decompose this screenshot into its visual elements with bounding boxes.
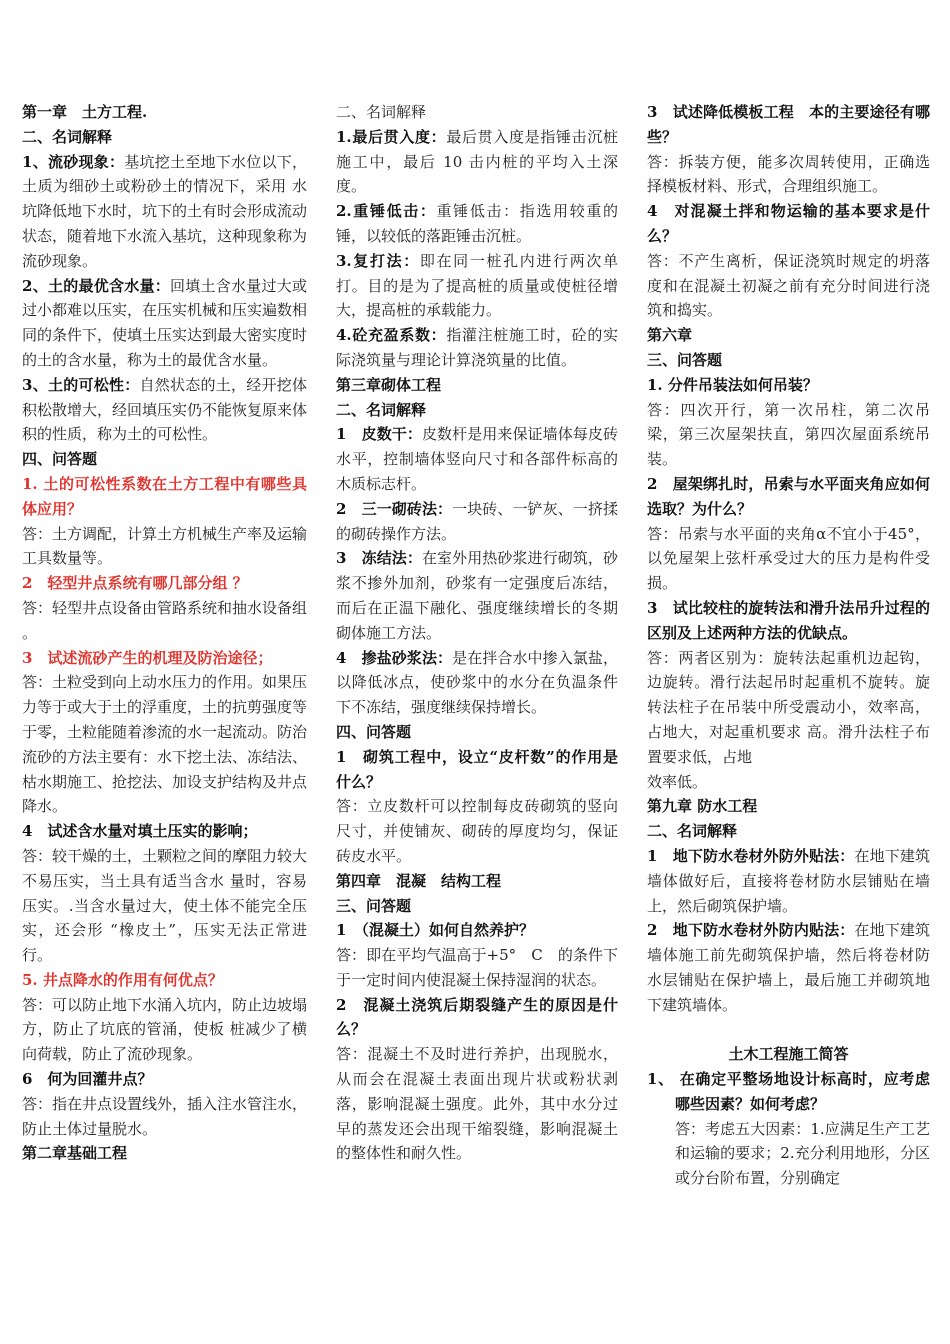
question-highlighted: 2 轻型井点系统有哪几部分组 ？ <box>22 574 248 593</box>
term-definition <box>647 918 930 1017</box>
section-heading: 四、问答题 <box>22 450 98 469</box>
column-left <box>22 100 307 1166</box>
term: 1 地下防水卷材外防外贴法： <box>647 846 855 865</box>
term-definition <box>22 150 307 274</box>
section-heading: 二、名词解释 <box>336 400 427 419</box>
question: 6 何为回灌井点？ <box>22 1070 153 1089</box>
term: 1、流砂现象： <box>22 152 125 171</box>
answer: 答：立皮数杆可以控制每皮砖砌筑的竖向尺寸，并使铺灰、砌砖的厚度均匀，保证砖皮水平。 <box>336 797 618 865</box>
term: 1 皮数干： <box>336 425 422 444</box>
question: 2 混凝土浇筑后期裂缝产生的原因是什么？ <box>336 995 618 1039</box>
answer: 答：考虑五大因素：1.应满足生产工艺和运输的要求；2.充分利用地形，分区或分台阶布置，分别确定 <box>675 1119 930 1188</box>
question-highlighted: 3 试述流砂产生的机理及防治途径； <box>22 648 273 667</box>
term: 3.复打法： <box>336 251 420 270</box>
term-definition <box>336 199 618 249</box>
section-heading: 二、名词解释 <box>336 103 427 121</box>
term-definition <box>336 497 618 547</box>
definition: 是在拌合水中掺入氯盐，以降低冰点，使砂浆中的水分在负温条件下不冻结，强度继续保持增长。 <box>336 648 618 717</box>
term: 2 地下防水卷材外防内贴法： <box>647 921 855 940</box>
answer: 答：轻型井点设备由管路系统和抽水设备组 。 <box>22 598 308 642</box>
section-heading: 第六章 <box>647 326 693 345</box>
answer: 答：即在平均气温高于+5° C 的条件下于一定时间内使混凝土保持湿润的状态。 <box>336 946 618 989</box>
term: 4.砼充盈系数： <box>336 326 447 345</box>
question: 2 屋架绑扎时，吊索与水平面夹角应如何选取？为什么？ <box>647 474 930 518</box>
question-highlighted: 1. 土的可松性系数在土方工程中有哪些具体应用？ <box>22 474 307 518</box>
definition: 自然状态的土，经开挖体积松散增大，经回填压实仍不能恢复原来体积的性质，称为土的可松性。 <box>22 375 308 444</box>
term-definition <box>336 546 618 645</box>
question: 3 试比较柱的旋转法和滑升法吊升过程的区别及上述两种方法的优缺点。 <box>647 598 930 642</box>
section-heading: 第九章 防水工程 <box>647 797 758 816</box>
term: 3 冻结法： <box>336 549 422 568</box>
term-definition <box>22 373 307 447</box>
term: 1.最后贯入度： <box>336 127 447 146</box>
term: 2 三一砌砖法： <box>336 499 453 518</box>
term-definition <box>336 249 618 323</box>
section-heading: 第四章 混凝 结构工程 <box>336 871 502 890</box>
definition: 重锤低击：指选用较重的锤，以较低的落距锤击沉桩。 <box>336 202 618 245</box>
section-heading: 三、问答题 <box>647 350 723 369</box>
definition: 即在同一桩孔内进行两次单打。目的是为了提高桩的质量或使桩径增大，提高桩的承载能力。 <box>336 251 618 320</box>
question: 4 对混凝土拌和物运输的基本要求是什么？ <box>647 202 930 245</box>
definition: 在地下建筑墙体做好后，直接将卷材防水层铺贴在墙上，然后砌筑保护墙。 <box>647 846 930 915</box>
section-heading: 二、名词解释 <box>22 127 113 146</box>
question: 4 试述含水量对填土压实的影响； <box>22 822 258 841</box>
question: 1. 分件吊装法如何吊装？ <box>647 375 818 394</box>
answer: 答：混凝土不及时进行养护，出现脱水，从而会在混凝土表面出现片状或粉状剥落，影响混凝土强度。此外，其中水分过早的蒸发还会出现干缩裂缝，影响混凝土的整体性和耐久性。 <box>336 1045 618 1163</box>
question: 1 （混凝土）如何自然养护？ <box>336 921 534 940</box>
term: 2、土的最优含水量： <box>22 276 170 295</box>
definition: 一块砖、一铲灰、一挤揉的砌砖操作方法。 <box>336 499 618 543</box>
definition: 指灌注桩施工时，砼的实际浇筑量与理论计算浇筑量的比值。 <box>336 326 618 369</box>
section-heading: 三、问答题 <box>336 896 412 915</box>
answer: 答：指在井点设置线外，插入注水管注水，防止土体过量脱水。 <box>22 1094 308 1138</box>
column-right <box>647 100 930 1191</box>
answer: 答：两者区别为：旋转法起重机边起钩，边旋转。滑行法起吊时起重机不旋转。旋转法柱子在吊装中所受震动小，效率高，占地大，对起重机要求 高。滑升法柱子布置要求低，占地 <box>647 648 930 766</box>
spacer <box>647 1017 930 1042</box>
column-middle <box>336 100 618 1166</box>
answer: 答：较干燥的土，土颗粒之间的摩阻力较大不易压实，当土具有适当含水 量时，容易压实。.当含水量过大，使土体不能完全压实，还会形 “橡皮土”，压实无法正常进行。 <box>22 846 308 965</box>
answer: 答：不产生离析，保证浇筑时规定的坍落度和在混凝土初凝之前有充分时间进行浇筑和捣实。 <box>647 251 930 320</box>
section-heading: 第二章基础工程 <box>22 1144 128 1163</box>
answer: 答：土粒受到向上动水压力的作用。如果压力等于或大于土的浮重度，土的抗剪强度等于零，土粒能随着渗流的水一起流动。防治流砂的方法主要有：水下挖土法、冻结法、枯水期施工、抢挖法、加设支护结构及井点降水。 <box>22 673 308 816</box>
answer: 答：土方调配，计算土方机械生产率及运输工具数量等。 <box>22 524 308 568</box>
term-definition <box>336 323 618 373</box>
section-heading: 二、名词解释 <box>647 822 738 841</box>
term: 4 掺盐砂浆法： <box>336 648 453 667</box>
term: 3、土的可松性： <box>22 375 140 394</box>
answer: 答：可以防止地下水涌入坑内，防止边坡塌方，防止了坑底的管涌，使板 桩减少了横向荷载，防止了流砂现象。 <box>22 995 308 1064</box>
term-definition <box>336 125 618 199</box>
answer: 答：四次开行，第一次吊柱，第二次吊梁，第三次屋架扶直，第四次屋面系统吊装。 <box>647 400 930 469</box>
answer: 答：拆装方便，能多次周转使用，正确选择模板材料、形式，合理组织施工。 <box>647 152 930 196</box>
answer: 答：吊索与水平面的夹角α不宜小于45°，以免屋架上弦杆承受过大的压力是构件受损。 <box>647 524 930 593</box>
question: 3 试述降低模板工程 本的主要途径有哪些？ <box>647 103 930 146</box>
term-definition <box>647 844 930 918</box>
definition: 在室外用热砂浆进行砌筑，砂浆不掺外加剂，砂浆有一定强度后冻结，而后在正温下融化、强度继续增长的冬期砌体施工方法。 <box>336 549 618 642</box>
section-heading: 第一章 土方工程. <box>22 103 148 121</box>
definition: 在地下建筑墙体施工前先砌筑保护墙，然后将卷材防水层铺贴在保护墙上，最后施工并砌筑地下建筑墙体。 <box>647 921 930 1014</box>
answer: 效率低。 <box>647 772 708 791</box>
definition: 回填土含水量过大或过小都难以压实，在压实机械和压实遍数相同的条件下，使填土压实达到最大密实度时的土的含水量，称为土的最优含水量。 <box>22 276 308 369</box>
definition: 皮数杆是用来保证墙体每皮砖水平，控制墙体竖向尺寸和各部件标高的木质标志杆。 <box>336 425 618 493</box>
document-title: 土木工程施工简答 <box>728 1045 849 1064</box>
section-heading: 四、问答题 <box>336 722 412 741</box>
question: 1 砌筑工程中，设立“皮杆数”的作用是什么？ <box>336 747 618 791</box>
question: 1、 在确定平整场地设计标高时，应考虑哪些因素？如何考虑？ <box>647 1070 930 1113</box>
term: 2.重锤低击： <box>336 202 437 221</box>
section-heading: 第三章砌体工程 <box>336 375 442 394</box>
definition: 基坑挖土至地下水位以下，土质为细砂土或粉砂土的情况下，采用 水坑降低地下水时，坑下的土有时会形成流动状态，随着地下水流入基坑，这种现象称为流砂现象。 <box>22 152 308 270</box>
definition: 最后贯入度是指锤击沉桩施工中，最后 10 击内桩的平均入土深度。 <box>336 127 618 196</box>
question-highlighted: 5. 井点降水的作用有何优点？ <box>22 970 223 989</box>
term-definition <box>336 646 618 720</box>
term-definition <box>336 422 618 496</box>
term-definition <box>22 274 307 373</box>
